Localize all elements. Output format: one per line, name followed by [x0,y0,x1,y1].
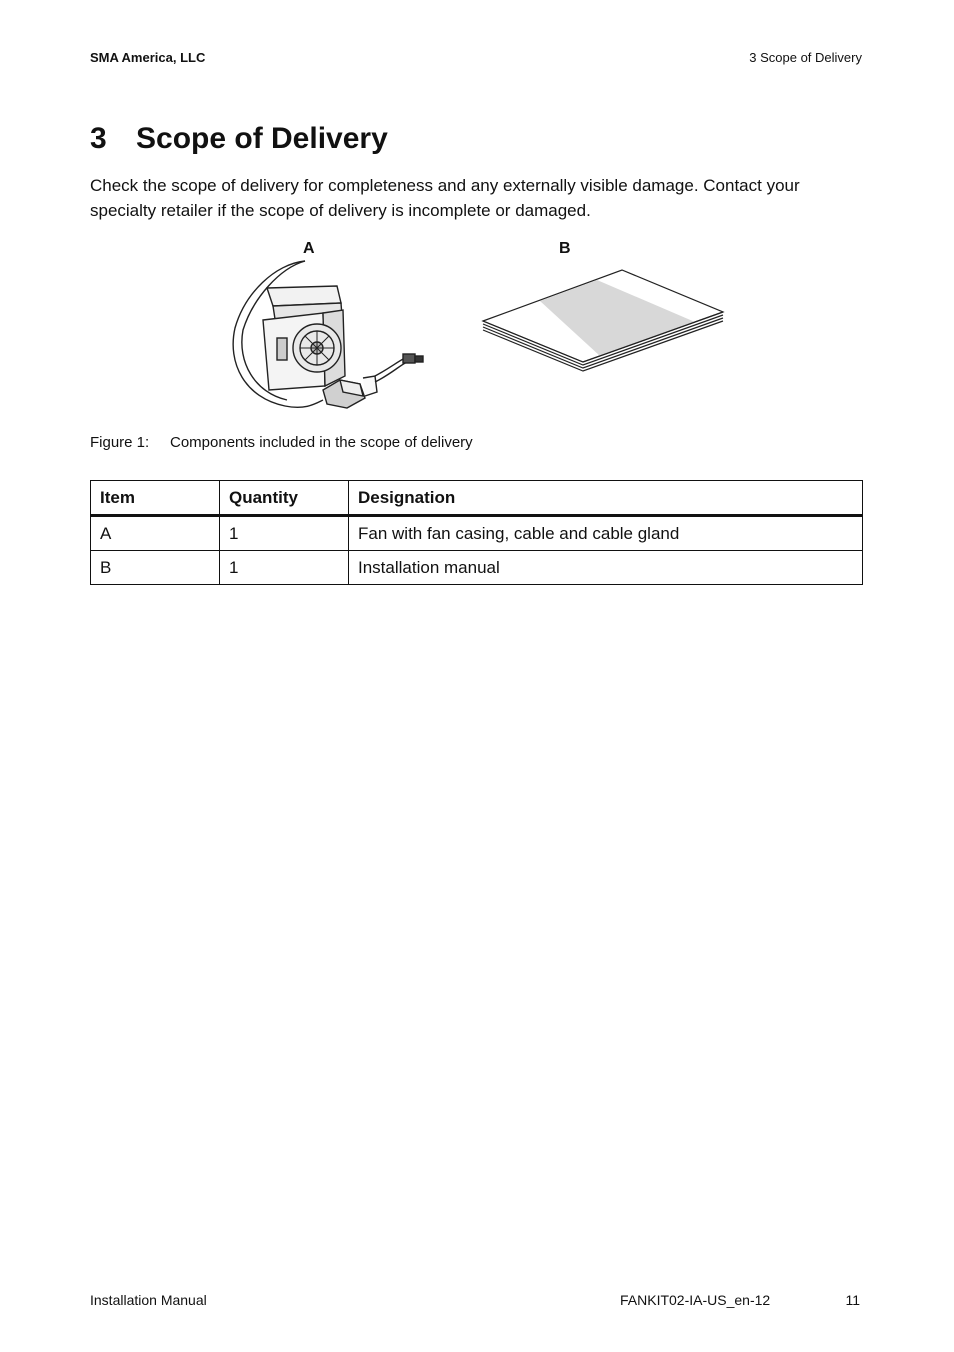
scope-table [90,480,863,585]
header-company: SMA America, LLC [90,50,206,65]
figure-caption [90,434,473,451]
figure-label-a: A [303,240,315,257]
header-quantity: Quantity [220,481,349,516]
cell-item: B [91,551,220,585]
footer-page-number: 11 [845,1292,860,1308]
section-title: Scope of Delivery [136,122,388,155]
header-item: Item [91,481,220,516]
caption-text: Components included in the scope of delivery [170,434,473,451]
header-section: 3 Scope of Delivery [749,50,862,65]
cell-item: A [91,516,220,551]
cell-designation: Fan with fan casing, cable and cable gland [349,516,863,551]
caption-number: Figure 1: [90,434,150,451]
scope-of-delivery-figure [225,258,730,423]
figure-label-b: B [559,240,571,257]
intro-paragraph: Check the scope of delivery for completeness and any externally visible damage. Contact your specialty retailer if the scope of delivery is incomplete or damaged. [90,176,800,220]
section-number: 3 [90,122,107,155]
page-title [90,122,388,156]
table-header-row [91,481,863,516]
table-row [91,516,863,551]
cell-quantity: 1 [220,516,349,551]
fan-kit-illustration [233,261,423,408]
cell-quantity: 1 [220,551,349,585]
footer-document-id: FANKIT02-IA-US_en-12 [620,1292,771,1308]
cell-designation: Installation manual [349,551,863,585]
header-designation: Designation [349,481,863,516]
installation-manual-illustration [483,270,723,371]
table-row [91,551,863,585]
footer-manual-type: Installation Manual [90,1292,207,1308]
